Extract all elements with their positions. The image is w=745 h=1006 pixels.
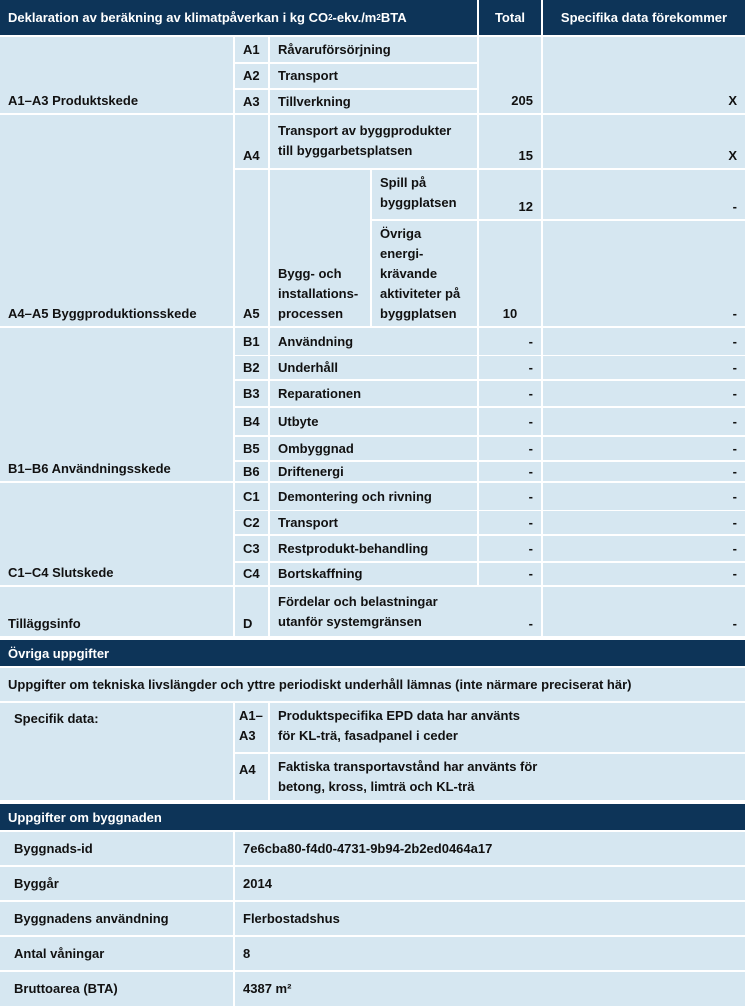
total-d: - — [528, 616, 533, 631]
total-b3: - — [479, 381, 541, 406]
byggnad-value: 8 — [235, 937, 745, 970]
a5-sub-ovriga-line4: aktiviteter på — [380, 286, 461, 301]
spec-b1: - — [543, 328, 745, 355]
spec-b4: - — [543, 408, 745, 435]
code-c3: C3 — [235, 536, 268, 561]
specifik-code-2: A4 — [235, 754, 268, 800]
specifik-text-1-line2: för KL-trä, fasadpanel i ceder — [278, 728, 458, 743]
code-c2: C2 — [235, 511, 268, 534]
group-label-tillaggsinfo: Tilläggsinfo — [0, 587, 233, 636]
table-header-total: Total — [479, 0, 541, 35]
name-b6: Driftenergi — [270, 462, 477, 481]
name-b1: Användning — [270, 328, 477, 355]
total-c3: - — [479, 536, 541, 561]
spec-c1: - — [543, 483, 745, 510]
table-header-title: Deklaration av beräkning av klimatpåverkan i kg CO 2 -ekv./m 2 BTA — [0, 0, 477, 35]
code-b3: B3 — [235, 381, 268, 406]
ovriga-note: Uppgifter om tekniska livslängder och yttre periodiskt underhåll lämnas (inte närmare preciserat här) — [0, 668, 745, 701]
byggnad-label: Byggnadens användning — [0, 902, 233, 935]
total-c4: - — [479, 563, 541, 585]
name-c2: Transport — [270, 511, 477, 534]
code-a4: A4 — [235, 115, 268, 168]
byggnad-label: Byggnads-id — [0, 832, 233, 865]
table-header-specifika: Specifika data förekommer — [543, 0, 745, 35]
specifik-text-2 — [270, 754, 745, 800]
byggnad-value: 7e6cba80-f4d0-4731-9b94-2b2ed0464a17 — [235, 832, 745, 865]
group-label-c1-c4: C1–C4 Slutskede — [0, 483, 233, 585]
code-a5: A5 — [235, 170, 268, 326]
total-a5-ovriga: 10 — [479, 221, 541, 326]
byggnad-value: 2014 — [235, 867, 745, 900]
name-a2: Transport — [270, 64, 477, 88]
name-a1: Råvaruförsörjning — [270, 37, 477, 62]
name-a4-line2: till byggarbetsplatsen — [278, 143, 413, 158]
name-a4 — [270, 115, 477, 168]
header-title-pre: Deklaration av beräkning av klimatpåverkan i kg CO — [8, 10, 329, 25]
name-b3: Reparationen — [270, 381, 477, 406]
code-b5: B5 — [235, 437, 268, 460]
code-a3: A3 — [235, 90, 268, 113]
spec-a4: X — [543, 115, 745, 168]
byggnad-label: Bruttoarea (BTA) — [0, 972, 233, 1006]
a5-sub-spill — [372, 170, 477, 219]
a5-process — [270, 170, 370, 326]
a5-sub-ovriga-line2: energi- — [380, 246, 424, 261]
spec-c2: - — [543, 511, 745, 534]
specifik-text-1-line1: Produktspecifika EPD data har använts — [278, 708, 521, 723]
name-a3: Tillverkning — [270, 90, 477, 113]
a5-sub-ovriga-line3: krävande — [380, 266, 438, 281]
name-d-line1: Fördelar och belastningar — [278, 594, 438, 609]
code-a1: A1 — [235, 37, 268, 62]
byggnad-value: 4387 m² — [235, 972, 745, 1006]
name-b2: Underhåll — [270, 356, 477, 379]
name-c4: Bortskaffning — [270, 563, 477, 585]
name-c1: Demontering och rivning — [270, 483, 477, 510]
code-b2: B2 — [235, 356, 268, 379]
a5-process-line1: Bygg- och — [278, 266, 342, 281]
specifik-text-2-line2: betong, kross, limträ och KL-trä — [278, 779, 475, 794]
name-b4: Utbyte — [270, 408, 477, 435]
total-c2: - — [479, 511, 541, 534]
byggnad-label: Byggår — [0, 867, 233, 900]
total-b4: - — [479, 408, 541, 435]
total-a1-a3: 205 — [479, 37, 541, 113]
code-a2: A2 — [235, 64, 268, 88]
specifik-code-1-line1: A1– — [239, 708, 263, 723]
group-label-b1-b6: B1–B6 Användningsskede — [0, 328, 233, 481]
spec-b2: - — [543, 356, 745, 379]
a5-sub-ovriga-line5: byggplatsen — [380, 306, 457, 321]
spec-b5: - — [543, 437, 745, 460]
a5-process-line3: processen — [278, 306, 344, 321]
total-c1: - — [479, 483, 541, 510]
a5-sub-ovriga — [372, 221, 477, 326]
total-a5-spill: 12 — [479, 170, 541, 219]
name-d-line2: utanför systemgränsen — [278, 614, 422, 629]
spec-a5-spill: - — [543, 170, 745, 219]
name-a4-line1: Transport av byggprodukter — [278, 123, 452, 138]
a5-sub-spill-line1: Spill på — [380, 175, 427, 190]
code-c1: C1 — [235, 483, 268, 510]
code-c4: C4 — [235, 563, 268, 585]
a5-process-line2: installations- — [278, 286, 359, 301]
header-title-mid: -ekv./m — [332, 10, 377, 25]
total-b1: - — [479, 328, 541, 355]
a5-sub-ovriga-line1: Övriga — [380, 226, 422, 241]
spec-b3: - — [543, 381, 745, 406]
byggnad-heading: Uppgifter om byggnaden — [0, 804, 745, 830]
spec-a5-ovriga: - — [543, 221, 745, 326]
total-b6: - — [479, 462, 541, 481]
specifik-text-1 — [270, 703, 745, 752]
ovriga-heading: Övriga uppgifter — [0, 640, 745, 666]
a5-sub-spill-line2: byggplatsen — [380, 195, 457, 210]
byggnad-label: Antal våningar — [0, 937, 233, 970]
code-d: D — [235, 587, 268, 636]
specifik-code-1-line2: A3 — [239, 728, 256, 743]
spec-b6: - — [543, 462, 745, 481]
header-title-post: BTA — [380, 10, 407, 25]
group-label-a4-a5: A4–A5 Byggproduktionsskede — [0, 115, 233, 326]
byggnad-value: Flerbostadshus — [235, 902, 745, 935]
name-b5: Ombyggnad — [270, 437, 477, 460]
specifik-data-label: Specifik data: — [0, 703, 233, 800]
spec-c3: - — [543, 536, 745, 561]
code-b1: B1 — [235, 328, 268, 355]
group-label-a1-a3: A1–A3 Produktskede — [0, 37, 233, 113]
total-b5: - — [479, 437, 541, 460]
spec-a1-a3: X — [543, 37, 745, 113]
code-b4: B4 — [235, 408, 268, 435]
spec-c4: - — [543, 563, 745, 585]
specifik-text-2-line1: Faktiska transportavstånd har använts för — [278, 759, 538, 774]
specifik-code-1 — [235, 703, 268, 752]
total-b2: - — [479, 356, 541, 379]
code-b6: B6 — [235, 462, 268, 481]
total-a4: 15 — [479, 115, 541, 168]
spec-d: - — [543, 587, 745, 636]
name-c3: Restprodukt-behandling — [270, 536, 477, 561]
